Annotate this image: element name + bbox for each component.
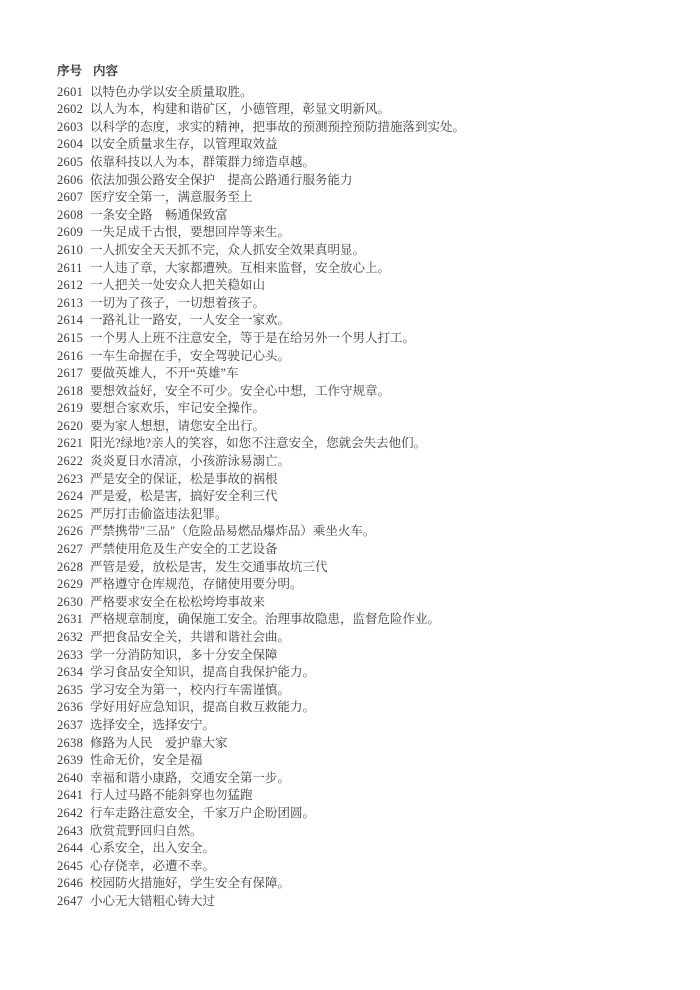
row-content: 一失足成千古恨，要想回岸等来生。 — [90, 225, 291, 240]
row-number: 2619 — [57, 401, 84, 416]
table-header — [57, 63, 680, 81]
table-row — [57, 541, 680, 559]
row-content: 修路为人民 爱护靠大家 — [90, 735, 228, 750]
row-content: 校园防火措施好，学生安全有保障。 — [90, 876, 291, 891]
table-row — [57, 629, 680, 647]
row-number: 2609 — [57, 225, 84, 240]
row-number: 2636 — [57, 700, 84, 715]
table-row — [57, 418, 680, 436]
row-number: 2633 — [57, 647, 84, 662]
row-content: 严禁使用危及生产安全的工艺设备 — [90, 542, 278, 557]
row-content: 以科学的态度，求实的精神，把事故的预测预控预防措施落到实处。 — [90, 119, 466, 134]
row-number: 2635 — [57, 682, 84, 697]
table-row — [57, 348, 680, 366]
table-row — [57, 84, 680, 102]
table-row — [57, 682, 680, 700]
row-content: 以人为本，构建和谐矿区，小德管理，彰显文明新风。 — [90, 102, 391, 117]
table-row — [57, 840, 680, 858]
row-number: 2638 — [57, 735, 84, 750]
row-content: 严禁携带″三品″（危险品易燃品爆炸品）乘坐火车。 — [90, 524, 376, 539]
header-serial-number: 序号 — [57, 64, 83, 78]
table-row — [57, 664, 680, 682]
row-content: 严格规章制度，确保施工安全。治理事故隐患，监督危险作业。 — [90, 612, 441, 627]
row-content: 小心无大错粗心铸大过 — [90, 893, 216, 908]
row-content: 一切为了孩子，一切想着孩子。 — [90, 295, 266, 310]
table-row — [57, 224, 680, 242]
row-number: 2643 — [57, 823, 84, 838]
row-content: 心存侥幸，必遭不幸。 — [90, 858, 216, 873]
row-content: 严把食品安全关，共谱和谐社会曲。 — [90, 630, 291, 644]
row-content: 学习安全为第一，校内行车需谨慎。 — [90, 682, 291, 697]
row-content: 欣赏荒野回归自然。 — [90, 823, 203, 838]
row-number: 2617 — [57, 366, 84, 381]
table-row — [57, 154, 680, 172]
row-content: 一个男人上班不注意安全，等于是在给另外一个男人打工。 — [90, 330, 416, 345]
table-row — [57, 383, 680, 401]
row-number: 2642 — [57, 805, 84, 820]
row-content: 学习食品安全知识，提高自我保护能力。 — [90, 665, 316, 680]
row-number: 2602 — [57, 102, 84, 117]
row-number: 2601 — [57, 84, 84, 99]
row-content: 严格要求安全在松松垮垮事故来 — [90, 594, 266, 609]
table-row — [57, 717, 680, 735]
table-row — [57, 559, 680, 577]
table-row — [57, 875, 680, 893]
row-number: 2629 — [57, 577, 84, 592]
row-content: 以特色办学以安全质量取胜。 — [90, 84, 253, 99]
row-number: 2611 — [57, 260, 83, 275]
row-content: 依靠科技以人为本，群策群力缔造卓越。 — [90, 154, 316, 169]
row-number: 2616 — [57, 348, 84, 363]
row-content: 幸福和谐小康路，交通安全第一步。 — [90, 770, 291, 785]
row-number: 2641 — [57, 788, 84, 803]
row-number: 2603 — [57, 119, 84, 134]
row-number: 2645 — [57, 858, 84, 873]
table-row — [57, 735, 680, 753]
row-content: 要做英雄人，不开“英雄”车 — [90, 366, 239, 381]
row-content: 性命无价，安全是福 — [90, 753, 203, 768]
rows — [57, 84, 680, 911]
table-row — [57, 295, 680, 313]
row-number: 2610 — [57, 242, 84, 257]
table-row — [57, 770, 680, 788]
table-row — [57, 435, 680, 453]
row-content: 选择安全，选择安宁。 — [90, 717, 216, 732]
table-row — [57, 136, 680, 154]
table-row — [57, 260, 680, 278]
table-row — [57, 523, 680, 541]
row-content: 阳光?绿地?亲人的笑容，如您不注意安全，您就会失去他们。 — [90, 436, 427, 451]
row-number: 2613 — [57, 295, 84, 310]
row-content: 严管是爱，放松是害，发生交通事故坑三代 — [90, 559, 328, 574]
row-number: 2646 — [57, 876, 84, 891]
row-number: 2634 — [57, 665, 84, 680]
row-number: 2604 — [57, 137, 84, 152]
table-row — [57, 611, 680, 629]
table-row — [57, 189, 680, 207]
row-number: 2622 — [57, 454, 84, 469]
row-number: 2637 — [57, 717, 84, 732]
document-page — [57, 63, 680, 911]
row-number: 2623 — [57, 471, 84, 486]
row-content: 一路礼让一路安，一人安全一家欢。 — [90, 313, 291, 328]
row-content: 一人把关一处安众人把关稳如山 — [90, 278, 266, 293]
row-content: 严格遵守仓库规范，存储使用要分明。 — [90, 577, 303, 592]
table-row — [57, 823, 680, 841]
table-row — [57, 576, 680, 594]
row-content: 炎炎夏日水清凉，小孩游泳易溺亡。 — [90, 454, 291, 469]
row-content: 一条安全路 畅通保致富 — [90, 207, 228, 222]
row-content: 一人违了章，大家都遭殃。互相来监督，安全放心上。 — [90, 260, 391, 275]
row-number: 2631 — [57, 612, 84, 627]
table-row — [57, 787, 680, 805]
table-row — [57, 207, 680, 225]
table-row — [57, 453, 680, 471]
row-number: 2614 — [57, 313, 84, 328]
row-content: 严厉打击偷盗违法犯罪。 — [90, 506, 228, 521]
table-row — [57, 471, 680, 489]
row-number: 2640 — [57, 770, 84, 785]
row-number: 2615 — [57, 330, 84, 345]
table-row — [57, 506, 680, 524]
table-row — [57, 101, 680, 119]
row-content: 医疗安全第一，满意服务至上 — [90, 190, 253, 205]
row-number: 2627 — [57, 542, 84, 557]
table-row — [57, 119, 680, 137]
row-content: 要想合家欢乐，牢记安全操作。 — [90, 401, 266, 416]
row-number: 2624 — [57, 489, 84, 504]
row-number: 2608 — [57, 207, 84, 222]
table-row — [57, 330, 680, 348]
table-row — [57, 488, 680, 506]
row-number: 2630 — [57, 594, 84, 609]
row-number: 2628 — [57, 559, 84, 574]
row-number: 2620 — [57, 418, 84, 433]
row-content: 学一分消防知识，多十分安全保障 — [90, 647, 278, 662]
table-row — [57, 699, 680, 717]
table-row — [57, 752, 680, 770]
row-content: 行车走路注意安全，千家万户企盼团圆。 — [90, 805, 316, 820]
row-content: 严是安全的保证，松是事故的祸根 — [90, 471, 278, 486]
table-row — [57, 242, 680, 260]
table-row — [57, 365, 680, 383]
row-number: 2647 — [57, 893, 84, 908]
row-number: 2605 — [57, 154, 84, 169]
row-number: 2644 — [57, 841, 84, 856]
row-number: 2612 — [57, 278, 84, 293]
row-content: 要想效益好，安全不可少。安全心中想，工作守规章。 — [90, 383, 391, 398]
row-number: 2632 — [57, 630, 84, 644]
row-content: 要为家人想想，请您安全出行。 — [90, 418, 266, 433]
row-content: 依法加强公路安全保护 提高公路通行服务能力 — [90, 172, 353, 187]
table-row — [57, 172, 680, 190]
row-content: 学好用好应急知识，提高自救互救能力。 — [90, 700, 316, 715]
table-row — [57, 400, 680, 418]
table-row — [57, 594, 680, 612]
table-row — [57, 312, 680, 330]
header-content: 内容 — [93, 64, 119, 78]
row-content: 一车生命握在手，安全驾驶记心头。 — [90, 348, 291, 363]
table-row — [57, 858, 680, 876]
row-content: 一人抓安全天天抓不完，众人抓安全效果真明显。 — [90, 242, 366, 257]
row-number: 2606 — [57, 172, 84, 187]
row-number: 2626 — [57, 524, 84, 539]
table-row — [57, 277, 680, 295]
row-content: 严是爱，松是害，搞好安全利三代 — [90, 489, 278, 504]
row-number: 2618 — [57, 383, 84, 398]
row-content: 以安全质量求生存，以管理取效益 — [90, 137, 278, 152]
row-number: 2607 — [57, 190, 84, 205]
table-row — [57, 647, 680, 665]
table-row — [57, 893, 680, 911]
row-number: 2621 — [57, 436, 84, 451]
row-content: 心系安全，出入安全。 — [90, 841, 216, 856]
row-number: 2625 — [57, 506, 84, 521]
row-content: 行人过马路不能斜穿也勿猛跑 — [90, 788, 253, 803]
row-number: 2639 — [57, 753, 84, 768]
table-row — [57, 805, 680, 823]
